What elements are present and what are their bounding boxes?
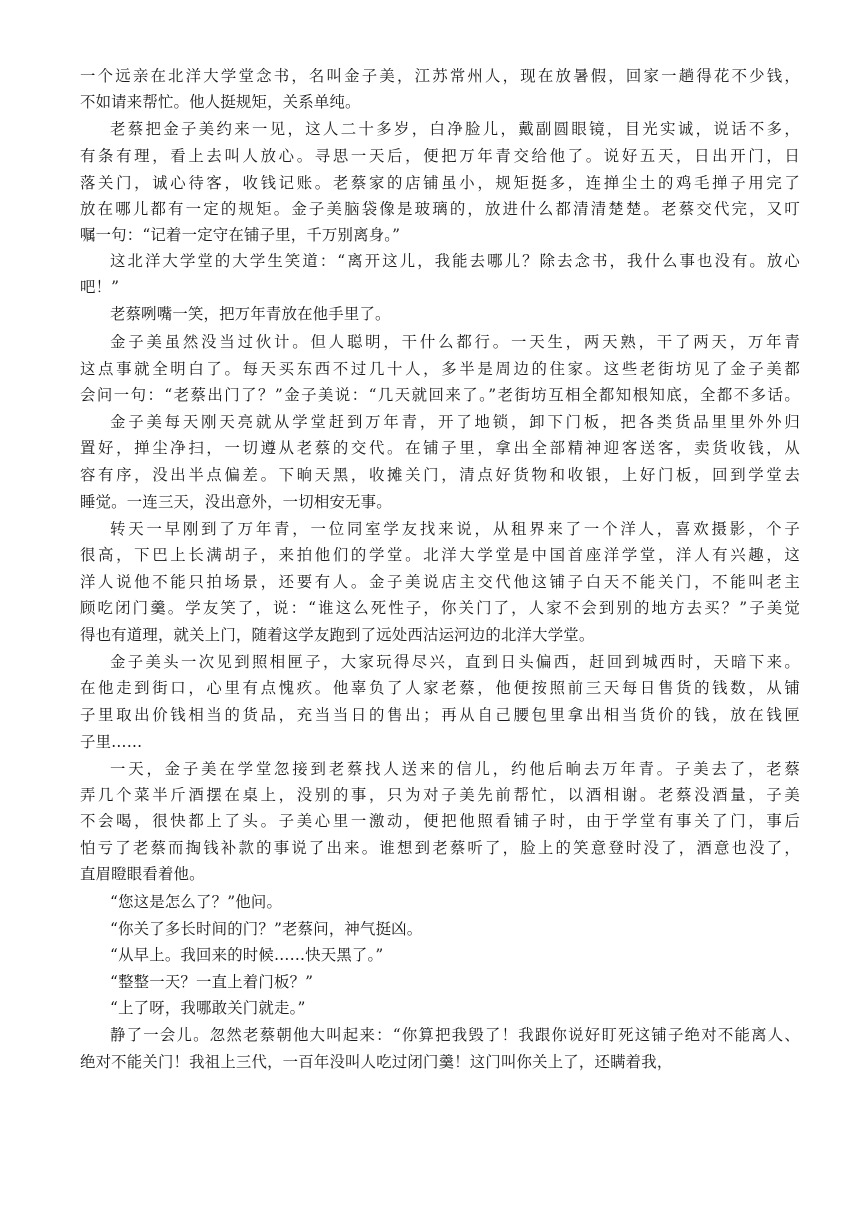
text-line: 不如请来帮忙。他人挺规矩，关系单纯。 bbox=[80, 93, 361, 111]
text-line: 很高，下巴上长满胡子，来拍他们的学堂。北洋大学堂是中国首座洋学堂，洋人有兴趣，这 bbox=[80, 546, 800, 564]
text-line: 怕亏了老蔡而掏钱补款的事说了出来。谁想到老蔡听了，脸上的笑意登时没了，酒意也没了， bbox=[80, 839, 800, 857]
text-line: 金子美头一次见到照相匣子，大家玩得尽兴，直到日头偏西，赶回到城西时，天暗下来。 bbox=[110, 653, 800, 671]
text-line: 睡觉。一连三天，没出意外，一切相安无事。 bbox=[80, 493, 392, 511]
text-line: 绝对不能关门！我祖上三代，一百年没叫人吃过闭门羹！这门叫你关上了，还瞒着我， bbox=[80, 1053, 673, 1071]
text-line: 顾吃闭门羹。学友笑了，说：“谁这么死性子，你关门了，人家不会到别的地方去买？”子美觉 bbox=[80, 599, 800, 617]
text-line: 这点事就全明白了。每天买东西不过几十人，多半是周边的住家。这些老街坊见了金子美都 bbox=[80, 360, 800, 378]
text-line: “你关了多长时间的门？”老蔡问，神气挺凶。 bbox=[110, 920, 423, 938]
text-line: 子里…… bbox=[80, 733, 143, 751]
text-line: 落关门，诚心待客，收钱记账。老蔡家的店铺虽小，规矩挺多，连掸尘土的鸡毛掸子用完了 bbox=[80, 174, 800, 192]
text-line: 直眉瞪眼看着他。 bbox=[80, 865, 205, 883]
text-line: 一天，金子美在学堂忽接到老蔡找人送来的信儿，约他后晌去万年青。子美去了，老蔡 bbox=[110, 760, 800, 778]
text-line: “上了呀，我哪敢关门就走。” bbox=[110, 999, 306, 1017]
text-line: 在他走到街口，心里有点愧疚。他辜负了人家老蔡，他便按照前三天每日售货的钱数，从铺 bbox=[80, 679, 800, 697]
text-line: 容有序，没出半点偏差。下晌天黑，收摊关门，清点好货物和收银，上好门板，回到学堂去 bbox=[80, 466, 800, 484]
text-line: “您这是怎么了？”他问。 bbox=[110, 893, 283, 911]
text-line: “从早上。我回来的时候……快天黑了。” bbox=[110, 946, 384, 964]
text-line: 金子美每天刚天亮就从学堂赶到万年青，开了地锁，卸下门板，把各类货品里里外外归 bbox=[110, 413, 800, 431]
text-line: 置好，掸尘净扫，一切遵从老蔡的交代。在铺子里，拿出全部精神迎客送客，卖货收钱，从 bbox=[80, 439, 800, 457]
text-line: 老蔡咧嘴一笑，把万年青放在他手里了。 bbox=[110, 305, 391, 323]
text-line: 一个远亲在北洋大学堂念书，名叫金子美，江苏常州人，现在放暑假，回家一趟得花不少钱， bbox=[80, 67, 800, 85]
text-line: 吧！” bbox=[80, 278, 120, 296]
text-line: 不会喝，很快都上了头。子美心里一激动，便把他照看铺子时，由于学堂有事关了门，事后 bbox=[80, 812, 800, 830]
text-line: 弄几个菜半斤酒摆在桌上，没别的事，只为对子美先前帮忙，以酒相谢。老蔡没酒量，子美 bbox=[80, 786, 800, 804]
text-line: 放在哪儿都有一定的规矩。金子美脑袋像是玻璃的，放进什么都清清楚楚。老蔡交代完，又叮 bbox=[80, 200, 800, 218]
text-line: 转天一早刚到了万年青，一位同室学友找来说，从租界来了一个洋人，喜欢摄影，个子 bbox=[110, 520, 800, 538]
text-line: 洋人说他不能只拍场景，还要有人。金子美说店主交代他这铺子白天不能关门，不能叫老主 bbox=[80, 573, 800, 591]
text-line: 金子美虽然没当过伙计。但人聪明，干什么都行。一天生，两天熟，干了两天，万年青 bbox=[110, 333, 800, 351]
text-line: 嘱一句：“记着一定守在铺子里，千万别离身。” bbox=[80, 226, 401, 244]
text-line: 有条有理，看上去叫人放心。寻思一天后，便把万年青交给他了。说好五天，日出开门，日 bbox=[80, 147, 800, 165]
text-line: 子里取出价钱相当的货品，充当当日的售出；再从自己腰包里拿出相当货价的钱，放在钱匣 bbox=[80, 706, 800, 724]
text-line: 这北洋大学堂的大学生笑道：“离开这儿，我能去哪儿？除去念书，我什么事也没有。放心 bbox=[110, 252, 800, 270]
text-line: 老蔡把金子美约来一见，这人二十多岁，白净脸儿，戴副圆眼镜，目光实诚，说话不多， bbox=[110, 120, 800, 138]
text-line: “整整一天？一直上着门板？” bbox=[110, 973, 314, 991]
text-line: 会问一句：“老蔡出门了？”金子美说：“几天就回来了。”老街坊互相全都知根知底，全都不多话。 bbox=[80, 386, 800, 404]
text-line: 静了一会儿。忽然老蔡朝他大叫起来：“你算把我毁了！我跟你说好盯死这铺子绝对不能离人、 bbox=[110, 1026, 800, 1044]
text-line: 得也有道理，就关上门，随着这学友跑到了远处西沽运河边的北洋大学堂。 bbox=[80, 626, 595, 644]
